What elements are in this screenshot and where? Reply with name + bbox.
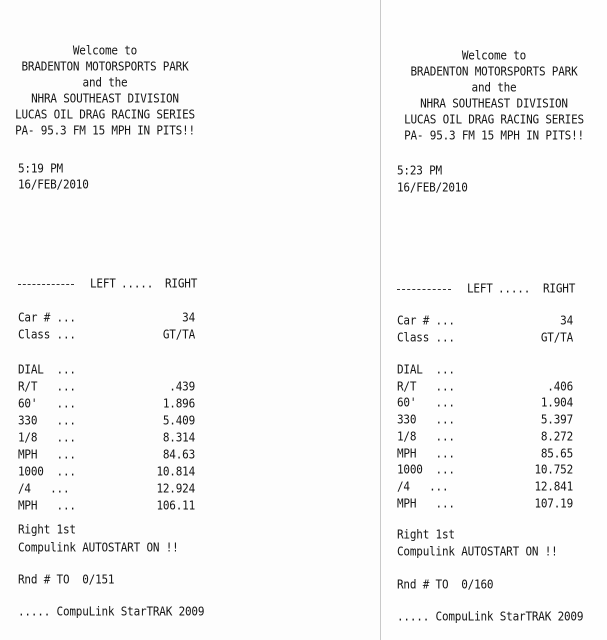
footer-credit: ..... CompuLink StarTRAK 2009 — [397, 609, 584, 624]
row-label: Class ... — [18, 327, 76, 342]
header-line: NHRA SOUTHEAST DIVISION — [31, 91, 179, 106]
row-label: 1000 ... — [18, 464, 76, 479]
row-label: 330 ... — [18, 413, 76, 428]
header-line: NHRA SOUTHEAST DIVISION — [420, 96, 568, 111]
header-line: BRADENTON MOTORSPORTS PARK — [21, 59, 189, 74]
row-value: 12.924 — [156, 481, 195, 496]
row-label: 1/8 ... — [397, 428, 455, 444]
print-time: 5:19 PM — [18, 161, 63, 176]
row-value: 10.814 — [156, 464, 195, 479]
row-value: 107.19 — [534, 495, 573, 511]
round-number: Rnd # TO 0/151 — [18, 572, 115, 587]
row-value: 5.397 — [540, 412, 573, 428]
lane-right-label: RIGHT — [543, 281, 576, 296]
round-number: Rnd # TO 0/160 — [397, 577, 494, 592]
row-value: 8.314 — [162, 430, 195, 445]
row-value: 8.272 — [540, 428, 573, 444]
header-line: Welcome to — [461, 48, 527, 63]
autostart-note: Compulink AUTOSTART ON !! — [18, 540, 179, 555]
row-value: 5.409 — [162, 413, 195, 428]
race-result: Right 1st — [18, 522, 76, 537]
row-label: R/T ... — [18, 379, 76, 394]
lane-right-label: RIGHT — [165, 276, 198, 291]
lane-header-rule — [18, 284, 74, 286]
autostart-note: Compulink AUTOSTART ON !! — [397, 544, 558, 559]
print-date: 16/FEB/2010 — [397, 180, 468, 195]
row-value: 12.841 — [534, 478, 573, 494]
header-line: LUCAS OIL DRAG RACING SERIES — [404, 112, 584, 127]
header-line: and the — [471, 80, 517, 95]
row-label: MPH ... — [18, 498, 76, 513]
race-result: Right 1st — [397, 527, 455, 542]
row-label: MPH ... — [18, 447, 76, 462]
row-label: /4 ... — [397, 478, 449, 494]
lane-left-label: LEFT — [467, 281, 493, 296]
row-value: 34 — [182, 310, 195, 325]
row-label: MPH ... — [397, 445, 455, 461]
footer-credit: ..... CompuLink StarTRAK 2009 — [18, 604, 205, 619]
lane-header-rule — [397, 289, 451, 291]
row-label: Car # ... — [397, 313, 455, 328]
row-label: 1/8 ... — [18, 430, 76, 445]
row-label: 1000 ... — [397, 462, 455, 478]
row-label: DIAL ... — [397, 362, 455, 377]
timeslip-right — [381, 0, 607, 640]
lane-dots: ..... — [121, 276, 154, 291]
row-value: .406 — [547, 378, 573, 394]
header-line: Welcome to — [72, 43, 138, 58]
row-label: R/T ... — [397, 378, 455, 394]
row-label: 330 ... — [397, 412, 455, 428]
row-label: Class ... — [397, 330, 455, 345]
row-label: 60' ... — [18, 396, 76, 411]
row-label: Car # ... — [18, 310, 76, 325]
header-line: PA- 95.3 FM 15 MPH IN PITS!! — [15, 123, 195, 138]
lane-left-label: LEFT — [90, 276, 116, 291]
row-label: 60' ... — [397, 395, 455, 411]
row-value: 85.65 — [540, 445, 573, 461]
row-value: 10.752 — [534, 462, 573, 478]
header-line: LUCAS OIL DRAG RACING SERIES — [15, 107, 195, 122]
header-line: BRADENTON MOTORSPORTS PARK — [410, 64, 578, 79]
row-value: GT/TA — [540, 330, 573, 345]
print-time: 5:23 PM — [397, 163, 442, 178]
row-value: 84.63 — [162, 447, 195, 462]
row-value: GT/TA — [162, 327, 195, 342]
header-line: and the — [82, 75, 128, 90]
row-value: 1.904 — [540, 395, 573, 411]
header-line: PA- 95.3 FM 15 MPH IN PITS!! — [404, 128, 584, 143]
row-value: 1.896 — [162, 396, 195, 411]
row-label: DIAL ... — [18, 362, 76, 377]
row-value: .439 — [169, 379, 195, 394]
row-label: MPH ... — [397, 495, 455, 511]
print-date: 16/FEB/2010 — [18, 177, 89, 192]
row-value: 34 — [560, 313, 573, 328]
lane-dots: ..... — [498, 281, 531, 296]
row-label: /4 ... — [18, 481, 70, 496]
row-value: 106.11 — [156, 498, 195, 513]
